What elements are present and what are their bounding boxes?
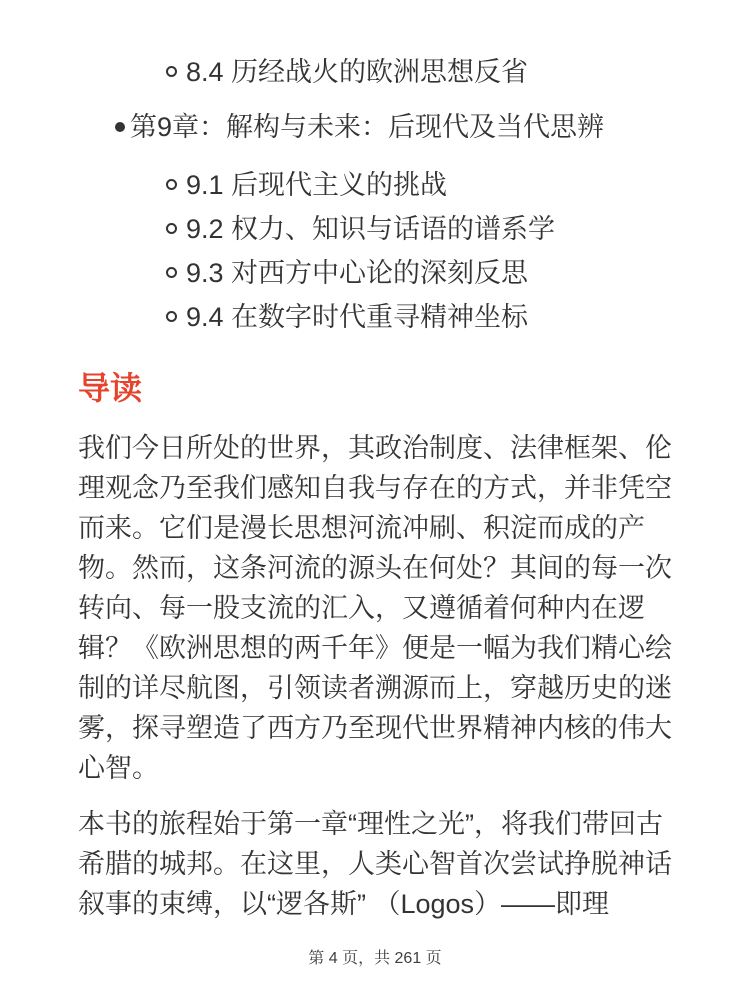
bullet-circle-icon bbox=[166, 66, 177, 77]
bullet-circle-icon bbox=[166, 311, 177, 322]
bullet-circle-icon bbox=[166, 267, 177, 278]
table-of-contents bbox=[78, 52, 674, 337]
introduction-text bbox=[78, 428, 674, 924]
intro-paragraph-2: 本书的旅程始于第一章“理性之光”，将我们带回古希腊的城邦。在这里，人类心智首次尝试挣脱神话叙事的束缚，以“逻各斯” （Logos）——即理 bbox=[78, 809, 672, 919]
bullet-circle-icon bbox=[166, 179, 177, 190]
bullet-circle-icon bbox=[166, 223, 177, 234]
toc-item-label: 9.3 对西方中心论的深刻反思 bbox=[186, 258, 529, 288]
section-heading-daodu: 导读 bbox=[78, 370, 143, 406]
intro-paragraph-1: 我们今日所处的世界，其政治制度、法律框架、伦理观念乃至我们感知自我与存在的方式，并非凭空而来。它们是漫长思想河流冲刷、积淀而成的产物。然而，这条河流的源头在何处？其间的每一次转向、每一股支流的汇入，又遵循着何种内在逻辑？《欧洲思想的两千年》便是一幅为我们精心绘制的详尽航图，引领读者溯源而上，穿越历史的迷雾，探寻塑造了西方乃至现代世界精神内核的伟大心智。 bbox=[78, 433, 672, 783]
toc-item-label: 第9章：解构与未来：后现代及当代思辨 bbox=[130, 112, 605, 142]
toc-item-9-2 bbox=[78, 209, 674, 249]
toc-item-9-1 bbox=[78, 165, 674, 205]
toc-item-8-4 bbox=[78, 52, 674, 92]
toc-item-label: 9.1 后现代主义的挑战 bbox=[186, 170, 448, 200]
bullet-disc-icon bbox=[115, 122, 125, 132]
toc-item-label: 9.2 权力、知识与话语的谱系学 bbox=[186, 214, 556, 244]
toc-item-label: 9.4 在数字时代重寻精神坐标 bbox=[186, 302, 529, 332]
toc-item-chapter-9 bbox=[78, 107, 674, 147]
page-number-indicator: 第 4 页，共 261 页 bbox=[308, 950, 442, 967]
toc-item-label: 8.4 历经战火的欧洲思想反省 bbox=[186, 57, 529, 87]
toc-item-9-3 bbox=[78, 253, 674, 293]
toc-item-9-4 bbox=[78, 297, 674, 337]
